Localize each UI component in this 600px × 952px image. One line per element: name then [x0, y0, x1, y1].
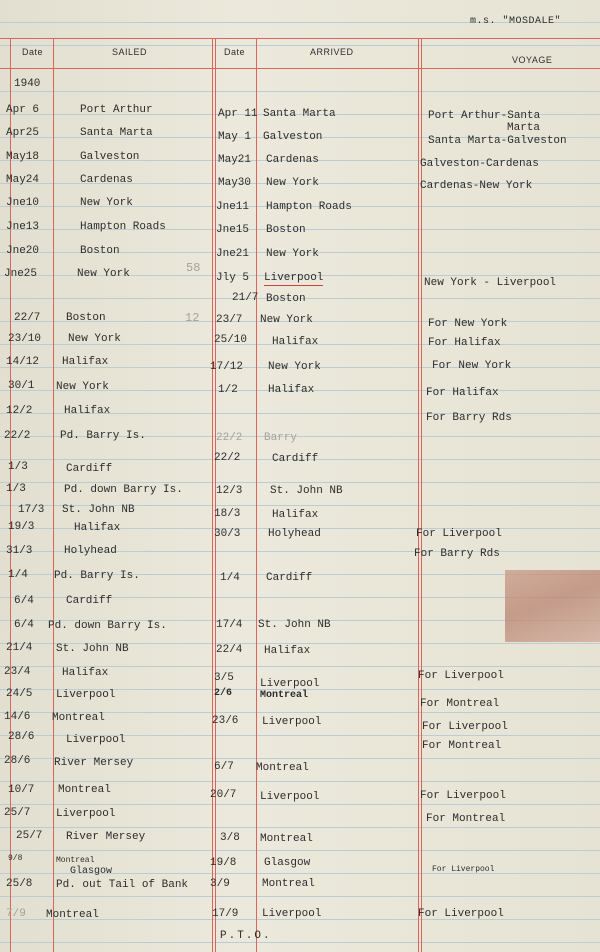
- header-sailed: SAILED: [112, 47, 148, 57]
- arrived-port: Liverpool: [260, 791, 320, 803]
- arrived-port: New York: [268, 361, 321, 373]
- arrived-port: Liverpool: [262, 716, 322, 728]
- sailed-date: 25/7: [4, 807, 31, 819]
- sailed-date: 14/6: [4, 711, 31, 723]
- arrived-port: Montreal: [262, 878, 315, 890]
- header-arrived-date: Date: [224, 47, 246, 57]
- arrived-port: Santa Marta: [263, 108, 336, 120]
- sailed-port: Cardenas: [80, 174, 133, 186]
- arrived-date: 1/4: [220, 572, 240, 584]
- sailed-port: New York: [77, 268, 130, 280]
- sailed-port: Glasgow: [70, 866, 113, 877]
- arrived-date: 23/6: [212, 715, 239, 727]
- sailed-date: Jne20: [6, 245, 40, 257]
- arrived-port: Boston: [266, 224, 306, 236]
- arrived-port: Cardenas: [266, 154, 319, 166]
- arrived-date: 3/9: [210, 878, 230, 890]
- sailed-port: Pd. Barry Is.: [60, 430, 146, 442]
- sailed-date: May18: [6, 151, 40, 163]
- arrived-date: 17/12: [210, 361, 244, 373]
- arrived-date: 17/4: [216, 619, 243, 631]
- sailed-port: Pd. Barry Is.: [54, 570, 140, 582]
- margin-note: 12: [185, 311, 200, 325]
- sailed-port: Hampton Roads: [80, 221, 166, 233]
- sailed-port: Boston: [66, 312, 106, 324]
- arrived-port: Montreal: [260, 690, 309, 701]
- arrived-port: New York: [266, 177, 319, 189]
- sailed-date: 9/8: [8, 854, 23, 863]
- arrived-port: Cardiff: [272, 453, 319, 465]
- arrived-date: Apr 11: [218, 108, 258, 120]
- header-arrived: ARRIVED: [310, 47, 354, 57]
- arrived-date: 22/4: [216, 644, 243, 656]
- arrived-date: 23/7: [216, 314, 243, 326]
- sailed-port: St. John NB: [62, 504, 135, 516]
- voyage: For Montreal: [426, 813, 506, 825]
- sailed-date: 25/7: [16, 830, 43, 842]
- arrived-port: Halifax: [272, 509, 319, 521]
- page-turn-note: P.T.O.: [220, 930, 272, 942]
- column-rule: [212, 38, 213, 952]
- arrived-date: 6/7: [214, 761, 234, 773]
- sailed-port: Cardiff: [66, 463, 113, 475]
- arrived-port: Liverpool: [260, 678, 320, 690]
- sailed-date: 12/2: [6, 405, 33, 417]
- sailed-date: Jne10: [6, 197, 40, 209]
- sailed-date: 10/7: [8, 784, 35, 796]
- header-top-rule: [0, 38, 600, 39]
- sailed-port: Pd. down Barry Is.: [48, 620, 167, 632]
- sailed-port: Halifax: [62, 356, 109, 368]
- arrived-date: 21/7: [232, 292, 259, 304]
- column-rule: [53, 38, 54, 952]
- header-bottom-rule: [0, 68, 600, 69]
- sailed-port: Pd. down Barry Is.: [64, 484, 183, 496]
- header-sailed-date: Date: [22, 47, 44, 57]
- arrived-port: Montreal: [256, 762, 309, 774]
- arrived-date: 12/3: [216, 485, 243, 497]
- sailed-port: Halifax: [62, 667, 109, 679]
- sailed-port: Pd. out Tail of Bank: [56, 879, 189, 891]
- sailed-date: May24: [6, 174, 40, 186]
- voyage: For Liverpool: [418, 908, 504, 920]
- arrived-port: Halifax: [268, 384, 315, 396]
- sailed-date: 17/3: [18, 504, 45, 516]
- header-voyage: VOYAGE: [512, 55, 553, 65]
- arrived-port: Halifax: [272, 336, 319, 348]
- year-label: 1940: [14, 78, 41, 90]
- arrived-date: 3/5: [214, 672, 234, 684]
- voyage: Santa Marta-Galveston: [428, 135, 567, 147]
- arrived-port: New York: [266, 248, 319, 260]
- sailed-port: River Mersey: [66, 831, 146, 843]
- sailed-port: Montreal: [52, 712, 105, 724]
- sailed-port: New York: [68, 333, 121, 345]
- arrived-port: Boston: [266, 293, 306, 305]
- paper-stain: [505, 570, 600, 642]
- sailed-date: 6/4: [14, 619, 34, 631]
- voyage: For Halifax: [426, 387, 499, 399]
- sailed-port: New York: [80, 197, 133, 209]
- arrived-date: Jne11: [216, 201, 250, 213]
- column-rule: [256, 38, 257, 952]
- sailed-date: 7/9: [6, 908, 26, 920]
- sailed-date: 24/5: [6, 688, 33, 700]
- arrived-port: St. John NB: [258, 619, 331, 631]
- sailed-port: Liverpool: [56, 808, 116, 820]
- voyage: For Liverpool: [432, 865, 495, 874]
- arrived-date: 30/3: [214, 528, 241, 540]
- sailed-port: Cardiff: [66, 595, 113, 607]
- arrived-date: Jly 5: [216, 272, 250, 284]
- sailed-port: Santa Marta: [80, 127, 153, 139]
- margin-note: 58: [186, 261, 201, 275]
- voyage: Galveston-Cardenas: [420, 158, 539, 170]
- sailed-port: St. John NB: [56, 643, 129, 655]
- sailed-date: 30/1: [8, 380, 35, 392]
- arrived-port: Liverpool: [264, 272, 324, 284]
- sailed-port: Boston: [80, 245, 120, 257]
- arrived-port-struck: Barry: [264, 432, 298, 444]
- voyage: New York - Liverpool: [424, 277, 557, 289]
- arrived-port: St. John NB: [270, 485, 343, 497]
- sailed-date: 23/4: [4, 666, 31, 678]
- arrived-date: May21: [218, 154, 252, 166]
- sailed-date: 28/6: [8, 731, 35, 743]
- sailed-port: Halifax: [64, 405, 111, 417]
- arrived-date: Jne21: [216, 248, 250, 260]
- arrived-date-struck: 22/2: [216, 432, 243, 444]
- arrived-port: Hampton Roads: [266, 201, 352, 213]
- sailed-date: 6/4: [14, 595, 34, 607]
- arrived-port: Galveston: [263, 131, 323, 143]
- sailed-date: 21/4: [6, 642, 33, 654]
- arrived-port: Liverpool: [262, 908, 322, 920]
- sailed-port: Liverpool: [66, 734, 126, 746]
- arrived-date: 2/6: [214, 688, 233, 699]
- arrived-date: May 1: [218, 131, 252, 143]
- sailed-port: Liverpool: [56, 689, 116, 701]
- arrived-date: Jne15: [216, 224, 250, 236]
- voyage-continuation: Marta: [507, 122, 541, 134]
- sailed-port: Montreal: [56, 856, 95, 865]
- arrived-port: Halifax: [264, 645, 311, 657]
- sailed-date: Jne13: [6, 221, 40, 233]
- voyage: Port Arthur-Santa: [428, 110, 541, 122]
- sailed-port: Halifax: [74, 522, 121, 534]
- sailed-date: 31/3: [6, 545, 33, 557]
- sailed-date: 19/3: [8, 521, 35, 533]
- voyage: For Halifax: [428, 337, 501, 349]
- sailed-port: Holyhead: [64, 545, 117, 557]
- sailed-date: Apr25: [6, 127, 40, 139]
- voyage: For Liverpool: [422, 721, 508, 733]
- voyage: For Liverpool: [418, 670, 504, 682]
- sailed-date: 22/2: [4, 430, 31, 442]
- column-rule: [418, 38, 419, 952]
- voyage: For Montreal: [420, 698, 500, 710]
- arrived-date: 18/3: [214, 508, 241, 520]
- voyage: Cardenas-New York: [420, 180, 533, 192]
- column-rule: [421, 38, 422, 952]
- voyage: For Montreal: [422, 740, 502, 752]
- voyage: For New York: [432, 360, 512, 372]
- arrived-port: Cardiff: [266, 572, 313, 584]
- sailed-date: 1/3: [6, 483, 26, 495]
- sailed-port: River Mersey: [54, 757, 134, 769]
- arrived-port: Glasgow: [264, 857, 311, 869]
- sailed-date: 28/6: [4, 755, 31, 767]
- ship-title: m.s. "MOSDALE": [470, 16, 562, 27]
- sailed-port: Montreal: [58, 784, 111, 796]
- arrived-date: 1/2: [218, 384, 238, 396]
- sailed-date: 14/12: [6, 356, 40, 368]
- voyage: For Barry Rds: [414, 548, 500, 560]
- sailed-date: Apr 6: [6, 104, 40, 116]
- voyage: For New York: [428, 318, 508, 330]
- sailed-date: Jne25: [4, 268, 38, 280]
- sailed-date: 25/8: [6, 878, 33, 890]
- arrived-port: Montreal: [260, 833, 313, 845]
- arrived-date: 19/8: [210, 857, 237, 869]
- arrived-date: 25/10: [214, 334, 248, 346]
- arrived-date: 17/9: [212, 908, 239, 920]
- sailed-date: 23/10: [8, 333, 42, 345]
- sailed-port: Galveston: [80, 151, 140, 163]
- arrived-port: Holyhead: [268, 528, 321, 540]
- sailed-date: 1/3: [8, 461, 28, 473]
- arrived-date: May30: [218, 177, 252, 189]
- arrived-date: 20/7: [210, 789, 237, 801]
- arrived-port: New York: [260, 314, 313, 326]
- sailed-port: Port Arthur: [80, 104, 153, 116]
- sailed-port: Montreal: [46, 909, 99, 921]
- voyage: For Liverpool: [420, 790, 506, 802]
- sailed-date: 1/4: [8, 569, 28, 581]
- arrived-date: 22/2: [214, 452, 241, 464]
- sailed-port: New York: [56, 381, 109, 393]
- sailed-date: 22/7: [14, 312, 41, 324]
- arrived-date: 3/8: [220, 832, 240, 844]
- voyage: For Barry Rds: [426, 412, 512, 424]
- voyage: For Liverpool: [416, 528, 502, 540]
